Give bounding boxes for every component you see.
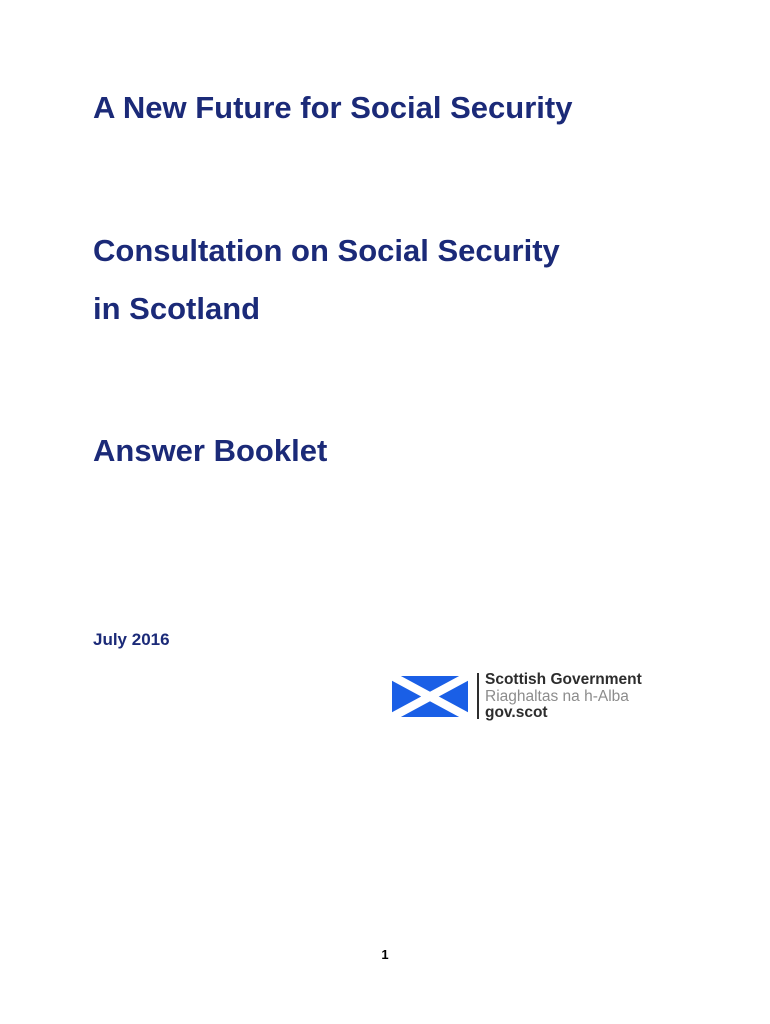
consultation-subtitle-line-2: in Scotland — [93, 291, 261, 326]
logo-divider — [477, 673, 479, 719]
saltire-flag-icon — [392, 676, 468, 717]
answer-booklet-heading: Answer Booklet — [93, 433, 328, 468]
logo-name-gaelic: Riaghaltas na h-Alba — [485, 687, 629, 705]
logo-name-english: Scottish Government — [485, 671, 642, 688]
publication-date: July 2016 — [93, 630, 170, 649]
document-title: A New Future for Social Security — [93, 90, 573, 125]
consultation-subtitle — [93, 222, 560, 338]
logo-text-block — [485, 672, 642, 722]
logo-website: gov.scot — [485, 704, 548, 721]
scottish-government-logo — [392, 671, 672, 721]
consultation-subtitle-line-1: Consultation on Social Security — [93, 233, 560, 268]
page-number: 1 — [381, 947, 389, 962]
